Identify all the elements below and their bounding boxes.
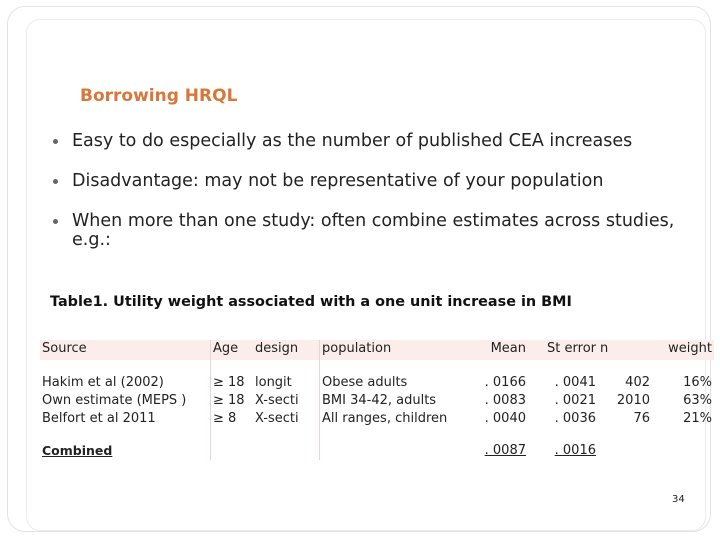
table-row bbox=[40, 374, 714, 392]
header-source: Source bbox=[40, 340, 211, 360]
header-age: Age bbox=[211, 340, 254, 360]
combined-mean: . 0087 bbox=[484, 443, 526, 458]
cell-age: ≥ 18 bbox=[211, 374, 254, 392]
header-st-error: St error bbox=[528, 340, 598, 360]
utility-weight-table bbox=[40, 340, 715, 460]
table-row bbox=[40, 410, 714, 428]
cell-age: ≥ 8 bbox=[211, 410, 254, 428]
table-spacer-row bbox=[40, 360, 714, 374]
cell-weight: 21% bbox=[683, 411, 712, 426]
cell-source: Hakim et al (2002) bbox=[42, 375, 164, 390]
cell-population: All ranges, children bbox=[320, 410, 467, 428]
cell-mean: . 0166 bbox=[484, 375, 526, 390]
cell-source: Belfort et al 2011 bbox=[42, 411, 156, 426]
header-weight: weight bbox=[652, 340, 714, 360]
bullet-item bbox=[50, 172, 700, 191]
cell-age: ≥ 18 bbox=[211, 392, 254, 410]
table-combined-row bbox=[40, 442, 714, 460]
cell-weight: 16% bbox=[683, 375, 712, 390]
cell-weight: 63% bbox=[683, 393, 712, 408]
bullet-text: When more than one study: often combine estimates across studies, e.g.: bbox=[72, 211, 675, 250]
slide-title: Borrowing HRQL bbox=[80, 86, 238, 106]
bullet-dot-icon bbox=[53, 139, 58, 144]
cell-design: longit bbox=[255, 375, 292, 390]
table-header-row bbox=[40, 340, 714, 360]
table-row bbox=[40, 392, 714, 410]
bullet-item bbox=[50, 212, 700, 250]
cell-st-error: . 0021 bbox=[554, 393, 596, 408]
cell-n: 402 bbox=[625, 375, 650, 390]
cell-n: 2010 bbox=[616, 393, 650, 408]
combined-st-error: . 0016 bbox=[554, 443, 596, 458]
cell-population: BMI 34-42, adults bbox=[320, 392, 467, 410]
header-mean: Mean bbox=[466, 340, 528, 360]
cell-n: 76 bbox=[633, 411, 650, 426]
table-spacer-row bbox=[40, 428, 714, 442]
bullet-dot-icon bbox=[53, 179, 58, 184]
cell-design: X-secti bbox=[255, 411, 299, 426]
cell-mean: . 0040 bbox=[484, 411, 526, 426]
cell-design: X-secti bbox=[255, 393, 299, 408]
cell-mean: . 0083 bbox=[484, 393, 526, 408]
cell-st-error: . 0036 bbox=[554, 411, 596, 426]
bullet-dot-icon bbox=[53, 219, 58, 224]
header-design: design bbox=[253, 340, 320, 360]
combined-label: Combined bbox=[42, 443, 113, 458]
bullet-list bbox=[50, 132, 700, 271]
page-number: 34 bbox=[672, 494, 685, 505]
bullet-text: Disadvantage: may not be representative of your population bbox=[72, 171, 604, 191]
cell-st-error: . 0041 bbox=[554, 375, 596, 390]
header-n: n bbox=[598, 340, 652, 360]
cell-source: Own estimate (MEPS ) bbox=[42, 393, 187, 408]
bullet-text: Easy to do especially as the number of published CEA increases bbox=[72, 131, 633, 151]
bullet-item bbox=[50, 132, 700, 151]
header-population: population bbox=[320, 340, 467, 360]
cell-population: Obese adults bbox=[320, 374, 467, 392]
table-caption: Table1. Utility weight associated with a one unit increase in BMI bbox=[50, 294, 572, 310]
